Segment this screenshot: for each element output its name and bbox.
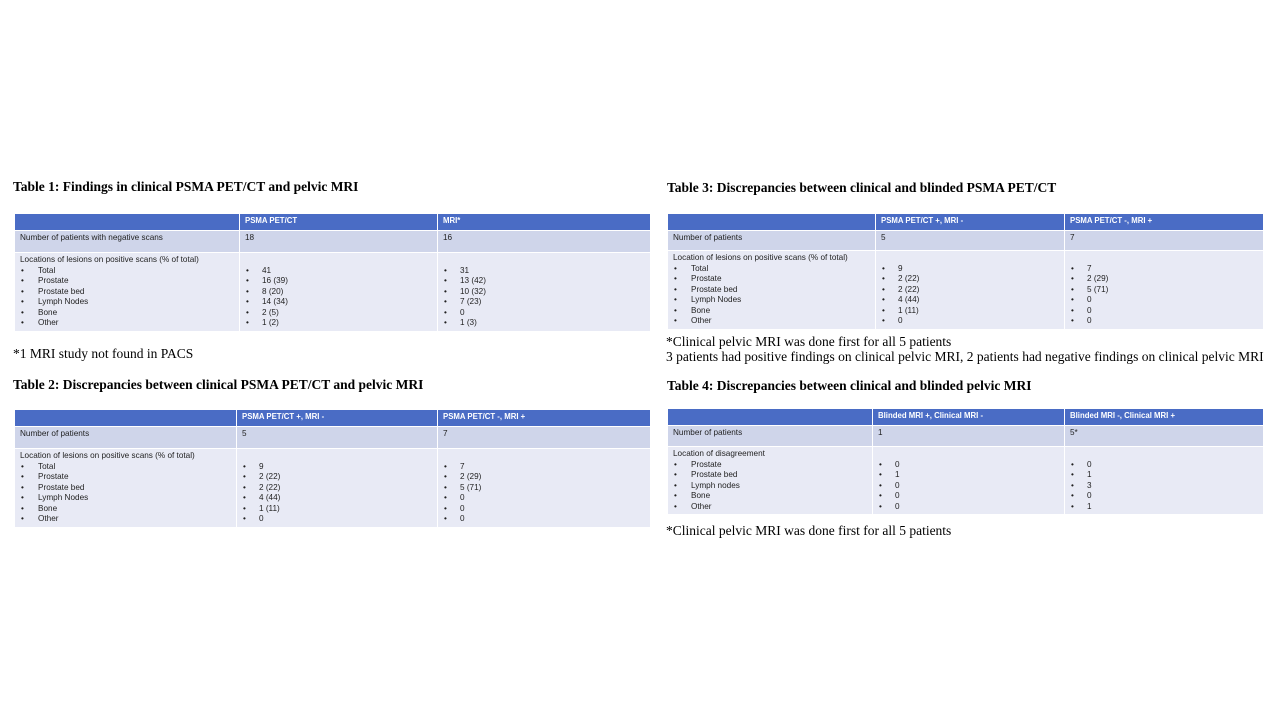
table4-header-row xyxy=(668,409,1264,426)
table2-caption: Table 2: Discrepancies between clinical PSMA PET/CT and pelvic MRI xyxy=(13,377,424,392)
list-item: • Lymph nodes xyxy=(673,481,867,492)
list-item: • 5 (71) xyxy=(1070,285,1258,296)
table3-caption: Table 3: Discrepancies between clinical and blinded PSMA PET/CT xyxy=(667,180,1057,195)
table1-row2-label: Locations of lesions on positive scans (% of total) xyxy=(20,255,199,264)
list-item: • 7 (23) xyxy=(443,297,645,308)
table3-header-row xyxy=(668,214,1264,231)
list-item: • 14 (34) xyxy=(245,297,432,308)
list-item: • 1 (2) xyxy=(245,318,432,329)
table2-row1-label: Number of patients xyxy=(15,427,237,449)
table4 xyxy=(667,408,1264,515)
table3-footnote-2: 3 patients had positive findings on clinical pelvic MRI, 2 patients had negative findings on clinical pelvic MRI xyxy=(666,349,1264,364)
table1 xyxy=(14,213,651,332)
list-item: • Prostate bed xyxy=(673,285,870,296)
list-item: • Lymph Nodes xyxy=(673,295,870,306)
list-item: • 2 (29) xyxy=(1070,274,1258,285)
list-item: • Prostate xyxy=(20,276,234,287)
table4-header-col1: Blinded MRI +, Clinical MRI - xyxy=(873,409,1065,426)
list-item: • Bone xyxy=(20,504,231,515)
list-item: • 0 xyxy=(242,514,432,525)
list-item: • 7 xyxy=(1070,264,1258,275)
list-item: • Prostate xyxy=(673,460,867,471)
list-item: • 2 (22) xyxy=(881,274,1059,285)
list-item: • 1 (11) xyxy=(881,306,1059,317)
list-item: • 0 xyxy=(1070,295,1258,306)
table2-header-col2: PSMA PET/CT -, MRI + xyxy=(438,410,651,427)
list-item: • Prostate xyxy=(673,274,870,285)
table2-header-blank xyxy=(15,410,237,427)
table3-footnote-1: *Clinical pelvic MRI was done first for all 5 patients xyxy=(666,334,952,349)
list-item: • Total xyxy=(673,264,870,275)
list-item: • 0 xyxy=(443,514,645,525)
list-item: • 0 xyxy=(878,460,1059,471)
table1-header-col2: MRI* xyxy=(438,214,651,231)
list-item: • 2 (22) xyxy=(881,285,1059,296)
list-item: • 8 (20) xyxy=(245,287,432,298)
table2-row1-col1: 5 xyxy=(237,427,438,449)
list-item: • Other xyxy=(20,318,234,329)
list-item: • 0 xyxy=(443,493,645,504)
list-item: • Prostate bed xyxy=(673,470,867,481)
table4-header-blank xyxy=(668,409,873,426)
table3-row-patients xyxy=(668,231,1264,251)
list-item: • 0 xyxy=(1070,306,1258,317)
table3-header-col2: PSMA PET/CT -, MRI + xyxy=(1065,214,1264,231)
list-item: • 0 xyxy=(878,502,1059,513)
table3 xyxy=(667,213,1264,330)
list-item: • Bone xyxy=(673,491,867,502)
list-item: • 1 xyxy=(1070,502,1258,513)
table4-header-col2: Blinded MRI -, Clinical MRI + xyxy=(1065,409,1264,426)
list-item: • 2 (22) xyxy=(242,483,432,494)
table3-header-blank xyxy=(668,214,876,231)
list-item: • Prostate xyxy=(20,472,231,483)
table2-row-locations xyxy=(15,449,651,528)
table1-row-negative xyxy=(15,231,651,253)
list-item: • 2 (22) xyxy=(242,472,432,483)
list-item: • 0 xyxy=(443,504,645,515)
table4-row1-col1: 1 xyxy=(873,426,1065,447)
list-item: • Prostate bed xyxy=(20,483,231,494)
table1-row1-col2: 16 xyxy=(438,231,651,253)
list-item: • 0 xyxy=(443,308,645,319)
list-item: • Prostate bed xyxy=(20,287,234,298)
list-item: • Bone xyxy=(20,308,234,319)
list-item: • Total xyxy=(20,462,231,473)
table3-row1-col2: 7 xyxy=(1065,231,1264,251)
table4-row2-col1 xyxy=(873,447,1065,515)
table2 xyxy=(14,409,651,528)
table1-row1-col1: 18 xyxy=(240,231,438,253)
table2-row2-col1 xyxy=(237,449,438,528)
table3-row1-col1: 5 xyxy=(876,231,1065,251)
table4-footnote: *Clinical pelvic MRI was done first for all 5 patients xyxy=(666,523,952,538)
table3-row1-label: Number of patients xyxy=(668,231,876,251)
list-item: • Bone xyxy=(673,306,870,317)
list-item: • Other xyxy=(673,316,870,327)
list-item: • 10 (32) xyxy=(443,287,645,298)
list-item: • 0 xyxy=(878,491,1059,502)
table1-row2-col1 xyxy=(240,253,438,332)
table1-header-col1: PSMA PET/CT xyxy=(240,214,438,231)
list-item: • 3 xyxy=(1070,481,1258,492)
table4-row1-col2: 5* xyxy=(1065,426,1264,447)
list-item: • 0 xyxy=(881,316,1059,327)
table3-row2-label: Location of lesions on positive scans (% of total) xyxy=(673,253,848,262)
list-item: • 13 (42) xyxy=(443,276,645,287)
list-item: • 1 xyxy=(1070,470,1258,481)
table1-row-locations xyxy=(15,253,651,332)
list-item: • 7 xyxy=(443,462,645,473)
table4-caption: Table 4: Discrepancies between clinical and blinded pelvic MRI xyxy=(667,378,1032,393)
table3-row2-label-cell xyxy=(668,251,876,330)
table4-row-disagreement xyxy=(668,447,1264,515)
table2-row1-col2: 7 xyxy=(438,427,651,449)
list-item: • 1 (11) xyxy=(242,504,432,515)
table1-caption: Table 1: Findings in clinical PSMA PET/CT and pelvic MRI xyxy=(13,179,359,194)
table4-row1-label: Number of patients xyxy=(668,426,873,447)
table2-row2-col2 xyxy=(438,449,651,528)
list-item: • Other xyxy=(20,514,231,525)
table3-header-col1: PSMA PET/CT +, MRI - xyxy=(876,214,1065,231)
table1-footnote: *1 MRI study not found in PACS xyxy=(13,346,194,361)
table3-row2-col1 xyxy=(876,251,1065,330)
list-item: • 0 xyxy=(878,481,1059,492)
table1-row2-label-cell xyxy=(15,253,240,332)
list-item: • 2 (5) xyxy=(245,308,432,319)
table1-header-row xyxy=(15,214,651,231)
table2-row-patients xyxy=(15,427,651,449)
table4-row2-label: Location of disagreement xyxy=(673,449,765,458)
table4-row-patients xyxy=(668,426,1264,447)
list-item: • 9 xyxy=(242,462,432,473)
table3-row2-col2 xyxy=(1065,251,1264,330)
list-item: • 41 xyxy=(245,266,432,277)
list-item: • 0 xyxy=(1070,491,1258,502)
list-item: • 0 xyxy=(1070,316,1258,327)
list-item: • Lymph Nodes xyxy=(20,493,231,504)
list-item: • Other xyxy=(673,502,867,513)
list-item: • 2 (29) xyxy=(443,472,645,483)
list-item: • 4 (44) xyxy=(881,295,1059,306)
list-item: • 4 (44) xyxy=(242,493,432,504)
list-item: • 5 (71) xyxy=(443,483,645,494)
list-item: • Total xyxy=(20,266,234,277)
table1-row1-label: Number of patients with negative scans xyxy=(15,231,240,253)
table2-header-col1: PSMA PET/CT +, MRI - xyxy=(237,410,438,427)
list-item: • Lymph Nodes xyxy=(20,297,234,308)
table1-row2-col2 xyxy=(438,253,651,332)
table2-row2-label: Location of lesions on positive scans (% of total) xyxy=(20,451,195,460)
list-item: • 31 xyxy=(443,266,645,277)
table2-header-row xyxy=(15,410,651,427)
list-item: • 1 xyxy=(878,470,1059,481)
table2-row2-label-cell xyxy=(15,449,237,528)
list-item: • 1 (3) xyxy=(443,318,645,329)
table4-row2-label-cell xyxy=(668,447,873,515)
table3-row-locations xyxy=(668,251,1264,330)
table1-header-blank xyxy=(15,214,240,231)
list-item: • 0 xyxy=(1070,460,1258,471)
table4-row2-col2 xyxy=(1065,447,1264,515)
list-item: • 16 (39) xyxy=(245,276,432,287)
list-item: • 9 xyxy=(881,264,1059,275)
